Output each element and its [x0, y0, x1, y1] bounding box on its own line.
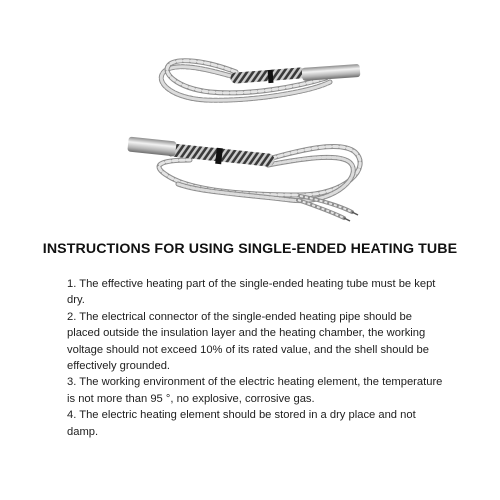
- instruction-item: 4. The electric heating element should be stored in a dry place and not damp.: [67, 409, 416, 438]
- upper-heating-tube: [161, 61, 360, 101]
- instructions-list: [67, 276, 447, 440]
- instruction-item: 2. The electrical connector of the single-ended heating pipe should be placed outside the insulation layer and the heating chamber, the working voltage should not exceed 10% of its rated value, and the shell should be effectively grounded.: [67, 310, 429, 373]
- heating-tube-image: [0, 0, 500, 230]
- lower-heating-tube: [127, 137, 360, 221]
- page-title: INSTRUCTIONS FOR USING SINGLE-ENDED HEATING TUBE: [42, 241, 458, 257]
- instruction-item: 1. The effective heating part of the single-ended heating tube must be kept dry.: [67, 278, 436, 307]
- instruction-item: 3. The working environment of the electric heating element, the temperature is not more than 95 °, no explosive, corrosive gas.: [67, 376, 443, 405]
